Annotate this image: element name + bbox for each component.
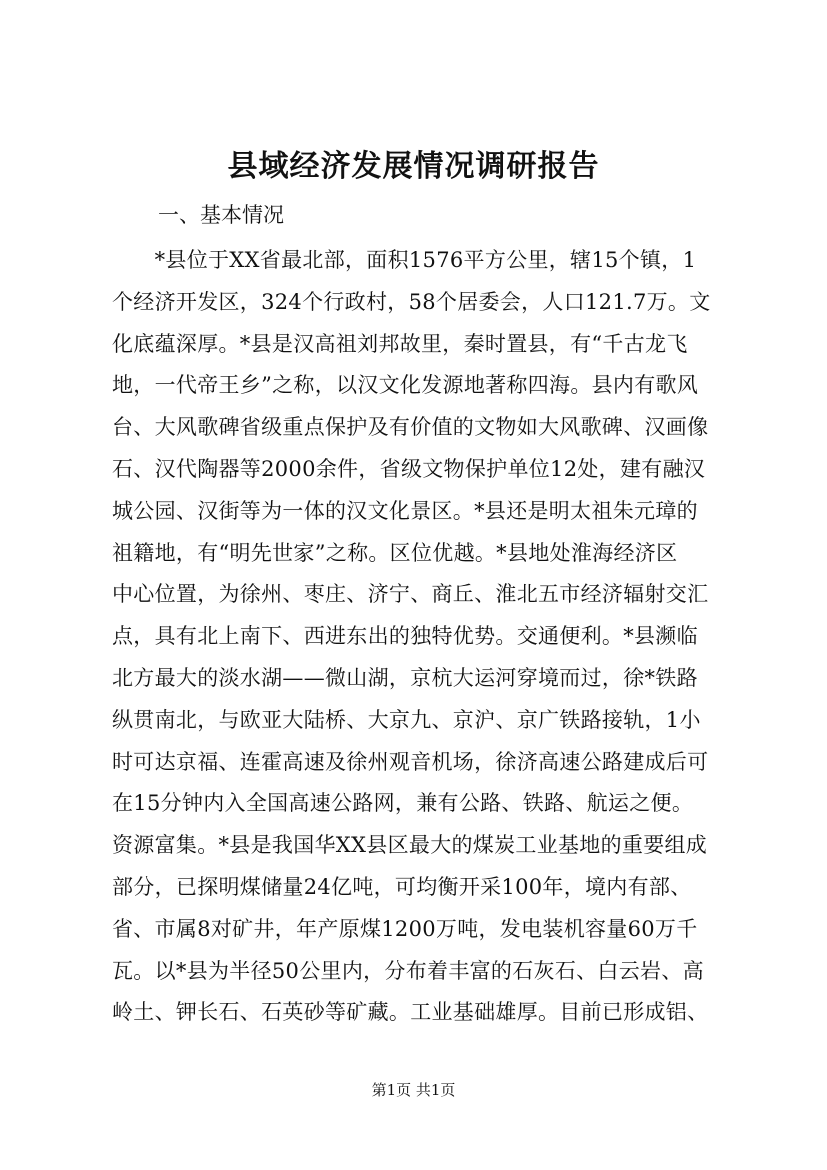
body-line: 岭土、钾长石、石英砂等矿藏。工业基础雄厚。目前已形成铝、 bbox=[112, 1000, 709, 1025]
body-line: 祖籍地，有“明先世家”之称。区位优越。*县地处淮海经济区 bbox=[112, 540, 678, 565]
body-line: 中心位置，为徐州、枣庄、济宁、商丘、淮北五市经济辐射交汇 bbox=[112, 582, 709, 607]
section-heading: 一、基本情况 bbox=[158, 203, 284, 227]
body-line: 纵贯南北，与欧亚大陆桥、大京九、京沪、京广铁路接轨，1小 bbox=[112, 707, 701, 732]
document-title: 县域经济发展情况调研报告 bbox=[227, 149, 600, 184]
body-line: 个经济开发区，324个行政村，58个居委会，人口121.7万。文 bbox=[112, 289, 711, 314]
body-line: 瓦。以*县为半径50公里内，分布着丰富的石灰石、白云岩、高 bbox=[112, 958, 704, 983]
body-line: 城公园、汉街等为一体的汉文化景区。*县还是明太祖朱元璋的 bbox=[112, 498, 698, 523]
body-line: 石、汉代陶器等2000余件，省级文物保护单位12处，建有融汉 bbox=[112, 456, 706, 481]
body-line: 资源富集。*县是我国华XX县区最大的煤炭工业基地的重要组成 bbox=[112, 833, 708, 858]
body-line: 点，具有北上南下、西进东出的独特优势。交通便利。*县濒临 bbox=[112, 624, 698, 649]
page-footer: 第1页 共1页 bbox=[371, 1081, 456, 1099]
body-line: 时可达京福、连霍高速及徐州观音机场，徐济高速公路建成后可 bbox=[112, 749, 709, 774]
body-line: 地，一代帝王乡”之称，以汉文化发源地著称四海。县内有歌风 bbox=[112, 373, 699, 398]
body-line: 省、市属8对矿井，年产原煤1200万吨，发电装机容量60万千 bbox=[112, 916, 698, 941]
body-line: *县位于XX省最北部，面积1576平方公里，辖15个镇，1 bbox=[112, 248, 697, 272]
body-line: 化底蕴深厚。*县是汉高祖刘邦故里，秦时置县，有“千古龙飞 bbox=[112, 331, 688, 356]
body-line: 部分，已探明煤储量24亿吨，可均衡开采100年，境内有部、 bbox=[112, 874, 692, 899]
body-line: 在15分钟内入全国高速公路网，兼有公路、铁路、航运之便。 bbox=[112, 791, 694, 816]
body-line: 北方最大的淡水湖——微山湖，京杭大运河穿境而过，徐*铁路 bbox=[112, 665, 698, 690]
body-line: 台、大风歌碑省级重点保护及有价值的文物如大风歌碑、汉画像 bbox=[112, 415, 709, 440]
body-paragraph bbox=[112, 240, 732, 1034]
